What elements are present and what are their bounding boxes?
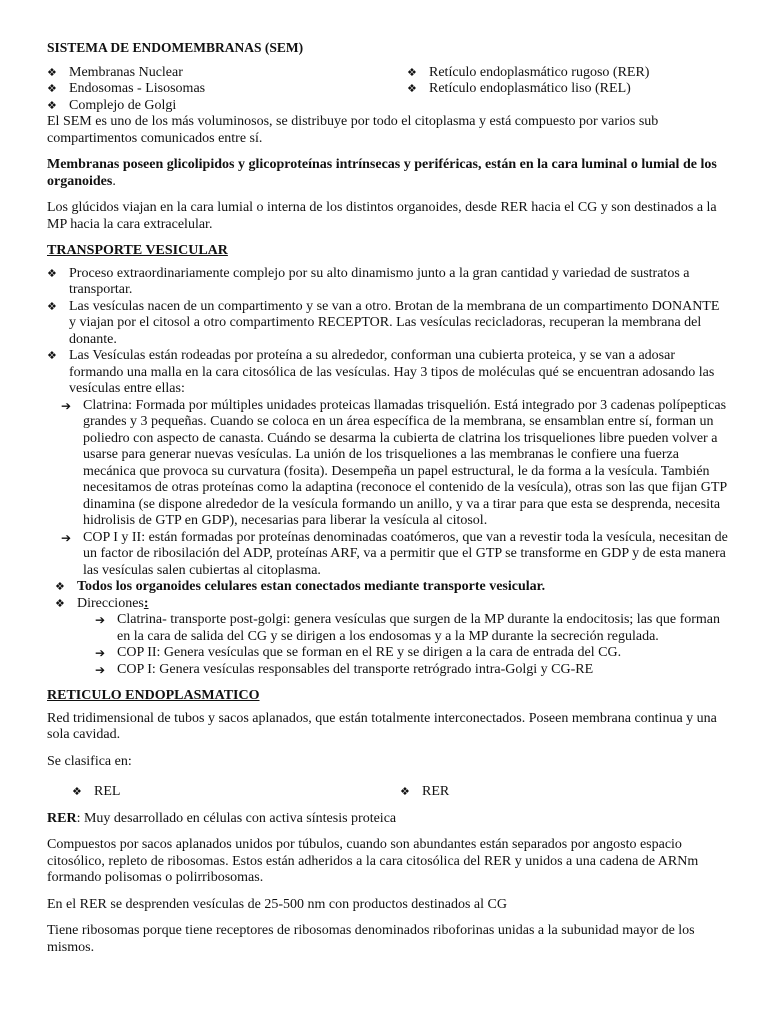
- direcciones-colon: :: [143, 595, 149, 611]
- section-title-reticulo: RETICULO ENDOPLASMATICO: [47, 688, 260, 703]
- page-title: SISTEMA DE ENDOMEMBRANAS (SEM): [47, 40, 304, 55]
- bullet-item: ❖ Las Vesículas están rodeadas por proteína a su alrededor, conforman una cubierta proteica, y se van a adosar formando una malla en la cara citosólica de las vesículas. Hay 3 tipos de moléculas qué se encuentran adosando las vesículas entre ellas:: [47, 348, 728, 398]
- arrow-item-dir-copii: ➔ COP II: Genera vesículas que se forman en el RE y se dirigen a la cara de entrada del CG.: [95, 645, 728, 662]
- sem-components-left: [47, 65, 407, 115]
- bullet-item: ❖ Proceso extraordinariamente complejo por su alto dinamismo junto a la gran cantidad y variedad de sustratos a transportar.: [47, 266, 728, 299]
- sem-description: El SEM es uno de los más voluminosos, se distribuye por todo el citoplasma y está compuesto por varios sub compartimentos comunicados entre sí.: [47, 114, 659, 146]
- glucidos-paragraph: Los glúcidos viajan en la cara lumial o interna de los distintos organoides, desde RER hacia el CG y son destinados a la MP hacia la cara extracelular.: [47, 200, 717, 232]
- bullet-item: ❖ REL: [72, 784, 400, 801]
- arrow-item-cop: ➔ COP I y II: están formadas por proteínas denominadas coatómeros, que van a revestir toda la vesícula, necesitan de un factor de ribosilación del ADP, proteínas ARF, va a permitir que el GTP se transforme en GDP y de esta manera las vesículas salen cubiertas al citoplasma.: [61, 530, 728, 580]
- clasifica-paragraph: Se clasifica en:: [47, 753, 132, 769]
- arrow-item-dir-copi: ➔ COP I: Genera vesículas responsables del transporte retrógrado intra-Golgi y CG-RE: [95, 662, 728, 679]
- reticulo-type-rel: [72, 784, 400, 801]
- rer-label: RER: [47, 810, 77, 826]
- compuestos-paragraph: Compuestos por sacos aplanados unidos por túbulos, cuando son abundantes están separados por angosto espacio citosólico, repleto de ribosomas. Estos están adheridos a la cara citosólica del RER y unidos a una cadena de ARNm formando polisomas o polirribosomas.: [47, 837, 699, 885]
- desprenden-paragraph: En el RER se desprenden vesículas de 25-500 nm con productos destinados al CG: [47, 896, 507, 912]
- rer-paragraph: [47, 811, 728, 828]
- sem-components-right: [407, 65, 707, 98]
- bullet-item: ❖ RER: [400, 784, 728, 801]
- reticulo-types: [72, 784, 728, 801]
- membranas-bold: Membranas poseen glicolipidos y glicoproteínas intrínsecas y periféricas, están en la cara luminal o lumial de los organoides: [47, 157, 717, 189]
- tiene-paragraph: Tiene ribosomas porque tiene receptores de ribosomas denominados riboforinas unidas a la subunidad mayor de los mismos.: [47, 923, 695, 955]
- reticulo-description: Red tridimensional de tubos y sacos aplanados, que están totalmente interconectados. Poseen membrana continua y una sola cavidad.: [47, 710, 717, 742]
- rer-description: : Muy desarrollado en células con activa síntesis proteica: [76, 810, 397, 826]
- section-title-transporte: TRANSPORTE VESICULAR: [47, 243, 228, 258]
- direcciones-label: Direcciones: [77, 595, 144, 611]
- bullet-item: ❖ Retículo endoplasmático rugoso (RER): [407, 65, 707, 82]
- bullet-item: ❖ Retículo endoplasmático liso (REL): [407, 81, 707, 98]
- arrow-item-dir-clatrina: ➔ Clatrina- transporte post-golgi: genera vesículas que surgen de la MP durante la endocitosis; las que forman en la cara de salida del CG y se dirigen a los endosomas y a la MP durante la secreción regulada.: [95, 612, 728, 645]
- membranas-period: .: [112, 173, 116, 189]
- bullet-item-direcciones: [55, 596, 728, 613]
- membranas-paragraph: [47, 157, 728, 190]
- bullet-item-todos: ❖ Todos los organoides celulares estan conectados mediante transporte vesicular.: [55, 579, 728, 596]
- bullet-item: ❖ Complejo de Golgi: [47, 98, 407, 115]
- bullet-item: ❖ Membranas Nuclear: [47, 65, 407, 82]
- bullet-item: ❖ Las vesículas nacen de un compartimento y se van a otro. Brotan de la membrana de un compartimento DONANTE y viajan por el citosol a otro compartimento RECEPTOR. Las vesículas recicladoras, recuperan la membrana del donante.: [47, 299, 728, 349]
- arrow-item-clatrina: ➔ Clatrina: Formada por múltiples unidades proteicas llamadas trisquelión. Está integrado por 3 cadenas polípepticas grandes y 3 pequeñas. Cuando se coloca en un área específica de la membrana, se ensamblan entre sí, forman un poliedro con aspecto de canasta. Cuándo se desarma la cubierta de clatrina los trisqueliones libre pueden volver a usarse para generar nuevas vesículas. La unión de los trisqueliones a las membranas le confiere una fuerza mecánica que provoca su curvatura (fosita). Desempeña un papel estructural, le da forma a la vesícula. También necesitamos de otras proteínas como la adaptina (reconoce el contenido de la vesícula), otras son las que fijan GTP dinamina (se dispone alrededor de la vesícula formando un anillo, y va a tirar para que esta se desprenda, necesita hidrolisis de GTP en GDP), necesarias para liberar la vesícula al citosol.: [61, 398, 728, 530]
- reticulo-type-rer: [400, 784, 728, 801]
- sem-components: [47, 65, 728, 115]
- bullet-item: ❖ Endosomas - Lisosomas: [47, 81, 407, 98]
